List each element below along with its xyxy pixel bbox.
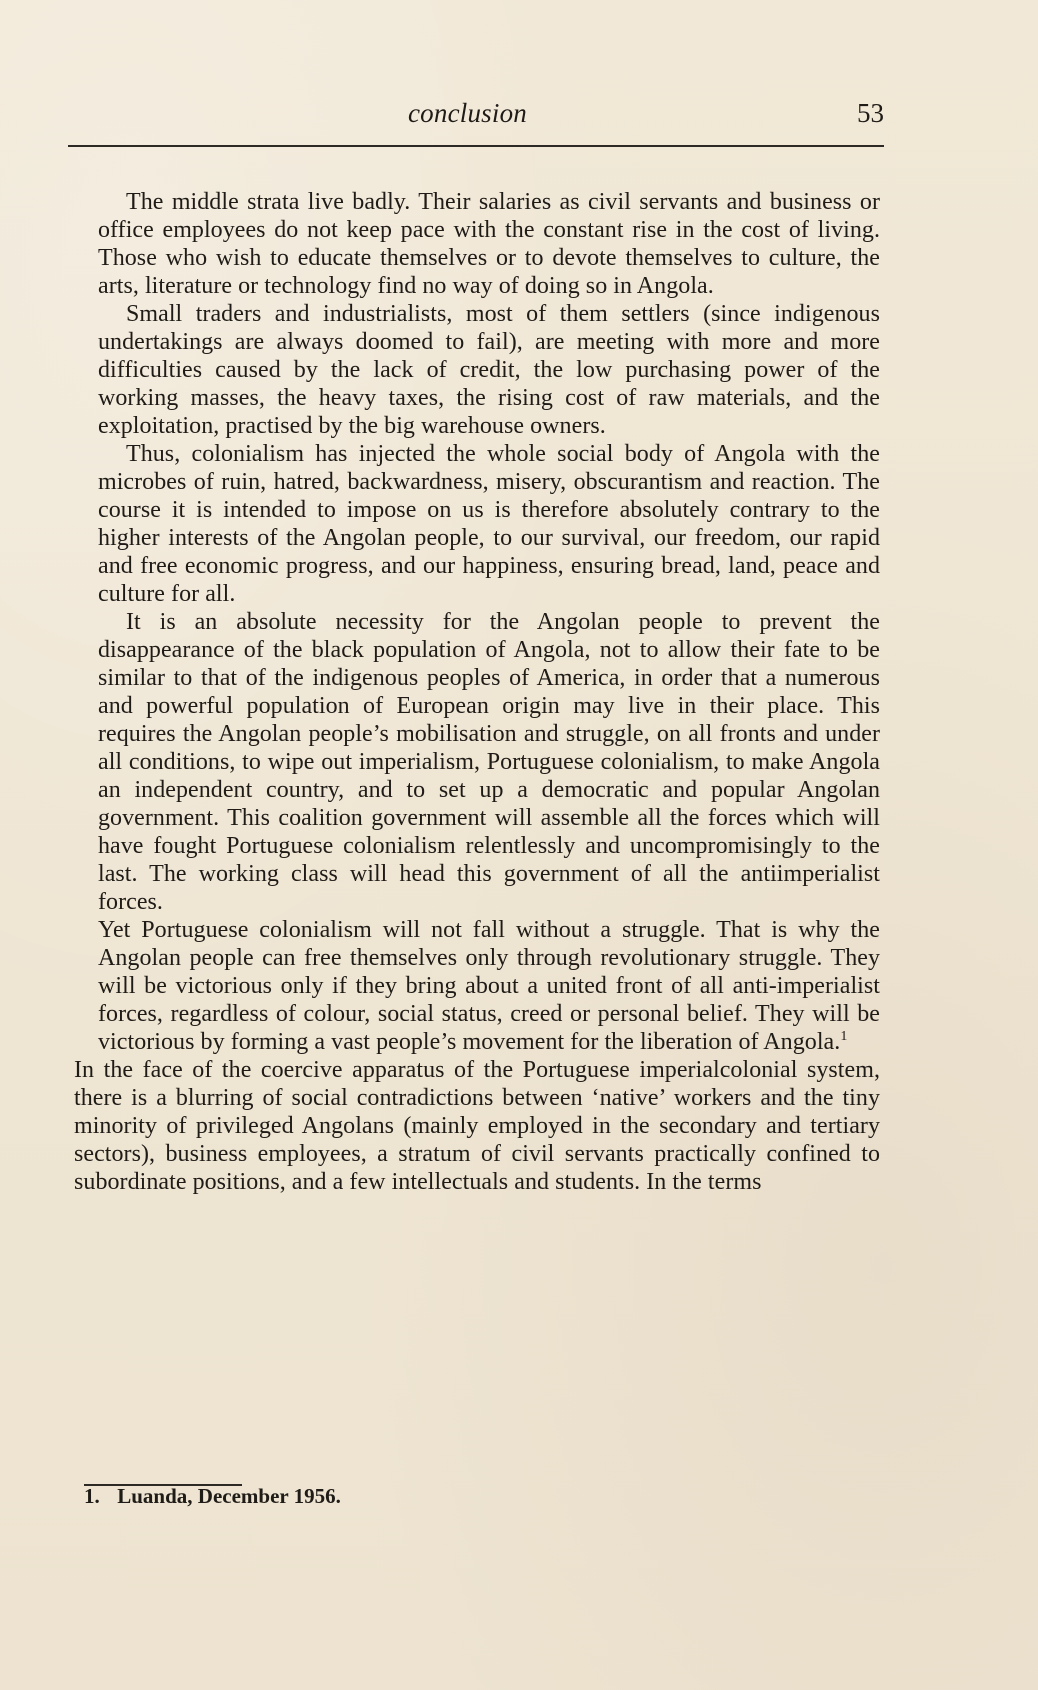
paragraph-yet-portuguese-colonialism <box>98 916 880 1056</box>
paragraph-small-traders: Small traders and industrialists, most of them settlers (since indigenous undertakings are always doomed to fail), are meeting with more and more difficulties caused by the lack of credit, the low purchasing power of the working masses, the heavy taxes, the rising cost of raw materials, and the exploitation, practised by the big warehouse owners. <box>98 301 880 439</box>
header-rule <box>68 145 884 147</box>
paragraph-yet-text: Yet Portuguese colonialism will not fall without a struggle. That is why the Angolan people can free themselves only through revolutionary struggle. They will be victorious only if they bring about a united front of all anti-imperialist forces, regardless of colour, social status, creed or personal belief. They will be victorious by forming a vast people’s movement for the liberation of Angola. <box>98 917 880 1055</box>
paragraph-middle-strata: The middle strata live badly. Their salaries as civil servants and business or office employees do not keep pace with the constant rise in the cost of living. Those who wish to educate themselves or to devote themselves to culture, the arts, literature or technology find no way of doing so in Angola. <box>98 189 880 299</box>
paragraph-coercive-apparatus: In the face of the coercive apparatus of the Portuguese imperialcolonial system, there is a blurring of social contradictions between ‘native’ workers and the tiny minority of privileged Angolans (mainly employed in the secondary and tertiary sectors), business employees, a stratum of civil servants practically confined to subordinate positions, and a few intellectuals and students. In the terms <box>74 1057 880 1195</box>
footnote-text: Luanda, December 1956. <box>117 1484 341 1508</box>
running-head: conclusion <box>408 98 527 128</box>
footnote <box>84 1480 341 1512</box>
main-text <box>74 188 880 1196</box>
page-header <box>68 98 884 138</box>
paragraph-colonialism-injected: Thus, colonialism has injected the whole social body of Angola with the microbes of ruin, hatred, backwardness, misery, obscurantism and reaction. The course it is intended to impose on us is therefore absolutely contrary to the higher interests of the Angolan people, to our survival, our freedom, our rapid and free economic progress, and our happiness, ensuring bread, land, peace and culture for all. <box>98 441 880 607</box>
footnote-reference-marker: 1 <box>840 1029 848 1044</box>
page-number: 53 <box>857 98 884 128</box>
footnote-number: 1. <box>84 1484 100 1508</box>
paragraph-absolute-necessity: It is an absolute necessity for the Angolan people to prevent the disappearance of the black population of Angola, not to allow their fate to be similar to that of the indigenous peoples of America, in order that a numerous and powerful population of European origin may live in their place. This requires the Angolan people’s mobilisation and struggle, on all fronts and under all conditions, to wipe out imperialism, Portuguese colonialism, to make Angola an independent country, and to set up a democratic and popular Angolan government. This coalition government will assemble all the forces which will have fought Portuguese colonialism relentlessly and uncompromisingly to the last. The working class will head this government of all the antiimperialist forces. <box>98 609 880 915</box>
